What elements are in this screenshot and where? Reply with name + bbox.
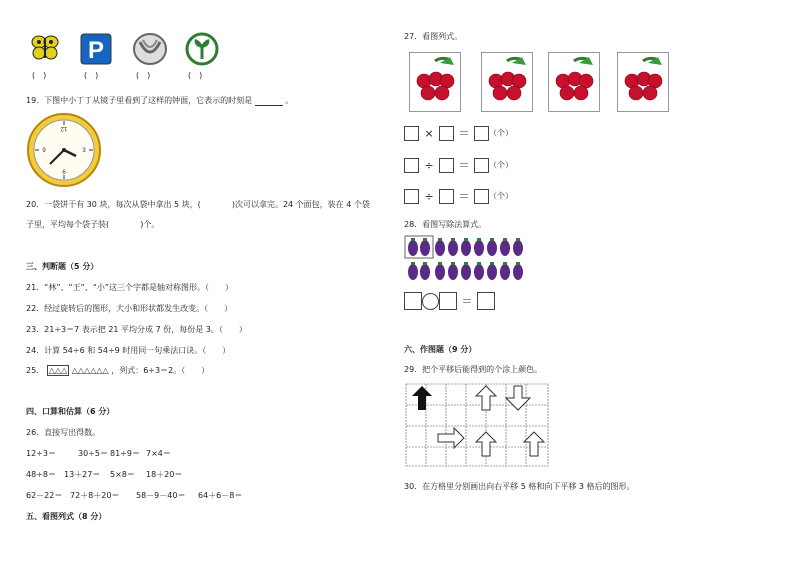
equals-sign: ＝ [458,190,470,203]
answer-box[interactable] [404,189,419,204]
q20-text-b: )次可以拿完。24 个面包，装在 4 个袋 [231,200,370,209]
svg-text:P: P [87,37,105,64]
calc-cell: 18＋20＝ [146,470,183,479]
svg-text:6: 6 [62,170,66,176]
svg-text:9: 9 [42,148,46,154]
question-23: 23．21÷3＝7 表示把 21 平均分成 7 份，每份是 3。（ ） [26,325,247,334]
answer-box[interactable] [474,158,489,173]
mirror-clock-icon [26,112,102,188]
calc-cell: 30÷5＝ [78,449,108,458]
q19-answer-blank[interactable] [255,97,283,106]
calc-cell: 48÷8＝ [26,470,56,479]
q27-equation-1 [404,125,513,141]
equals-sign: ＝ [458,127,470,140]
question-29: 29．把个平移后能得到的个涂上颜色。 [404,365,543,374]
answer-box[interactable] [439,292,457,310]
q28-equation [404,292,495,310]
section-6-title: 六、作图题（9 分） [404,345,477,354]
q20-text-d: )个。 [140,220,160,229]
question-19 [26,95,293,106]
question-22: 22．经过旋转后的图形，大小和形状都发生改变。（ ） [26,304,233,313]
question-25 [26,365,209,376]
green-leaf-logo [185,32,219,66]
answer-box[interactable] [404,126,419,141]
operator-symbol: ÷ [424,189,434,203]
answer-box[interactable] [439,189,454,204]
unit-label: （个） [489,160,513,170]
calc-cell: 13＋27＝ [64,470,101,479]
calc-cell: 58－9－40＝ [136,491,186,500]
cherry-image [409,52,461,112]
question-26: 26．直接写出得数。 [26,428,101,437]
question-20-line2 [26,219,159,230]
calc-cell: 5×8＝ [110,470,135,479]
operator-symbol: ÷ [424,158,434,172]
q25-triangles: △△△△△△ [71,366,109,375]
q25-label: 25． [26,366,45,375]
calc-cell: 81÷9＝ [110,449,140,458]
svg-text:3: 3 [82,148,86,154]
answer-box[interactable] [404,158,419,173]
operator-circle[interactable] [422,293,439,310]
eggplant-image [404,235,530,285]
question-27: 27．看图列式。 [404,32,463,41]
cherry-image [481,52,533,112]
section-4-title: 四、口算和估算（6 分） [26,407,115,416]
paren-3: ( ) [136,71,151,80]
q25-triangle-group: △△△ [48,366,68,375]
cherry-image [548,52,600,112]
answer-box[interactable] [404,292,422,310]
question-28: 28．看图写除法算式。 [404,220,487,229]
section-3-title: 三、判断题（5 分） [26,262,99,271]
q20-text-a: 20．一袋饼干有 30 块，每次从袋中拿出 5 块，( [26,200,201,209]
answer-box[interactable] [474,189,489,204]
question-30: 30．在方格里分别画出向右平移 5 格和向下平移 3 格后的图形。 [404,482,635,491]
section-5-title: 五、看图列式（8 分） [26,512,107,521]
calc-cell: 64＋6－8＝ [198,491,243,500]
q25-equation: ，列式：6÷3＝2。（ ） [111,366,210,375]
q19-text: 19．下图中小丁丁从镜子里看到了这样的钟面，它表示的时刻是 [26,96,253,105]
question-20-line1 [26,199,370,210]
question-21: 21．“林”、“王”、“小”这三个字都是轴对称图形。（ ） [26,283,234,292]
answer-box[interactable] [439,158,454,173]
equals-sign: ＝ [461,295,473,308]
calc-cell: 12÷3＝ [26,449,56,458]
unit-label: （个） [489,128,513,138]
question-24: 24．计算 54÷6 和 54÷9 时用同一句乘法口诀。（ ） [26,346,231,355]
answer-box[interactable] [439,126,454,141]
operator-symbol: × [424,126,434,140]
paren-1: ( ) [32,71,47,80]
q27-equation-3 [404,188,513,204]
calc-cell: 7×4＝ [146,449,171,458]
cherry-image [617,52,669,112]
parking-sign-logo [80,33,112,65]
arrow-grid [404,382,550,468]
unit-label: （个） [489,191,513,201]
calc-cell: 72＋8＋20＝ [70,491,120,500]
svg-text:12: 12 [60,125,68,131]
butterfly-logo [30,33,60,63]
answer-box[interactable] [477,292,495,310]
paren-2: ( ) [84,71,99,80]
answer-box[interactable] [474,126,489,141]
q27-equation-2 [404,157,513,173]
equals-sign: ＝ [458,159,470,172]
paren-4: ( ) [188,71,203,80]
car-brand-logo [132,32,168,66]
q19-end: 。 [285,96,294,105]
q20-text-c: 子里，平均每个袋子装( [26,220,110,229]
calc-cell: 62－22＝ [26,491,63,500]
